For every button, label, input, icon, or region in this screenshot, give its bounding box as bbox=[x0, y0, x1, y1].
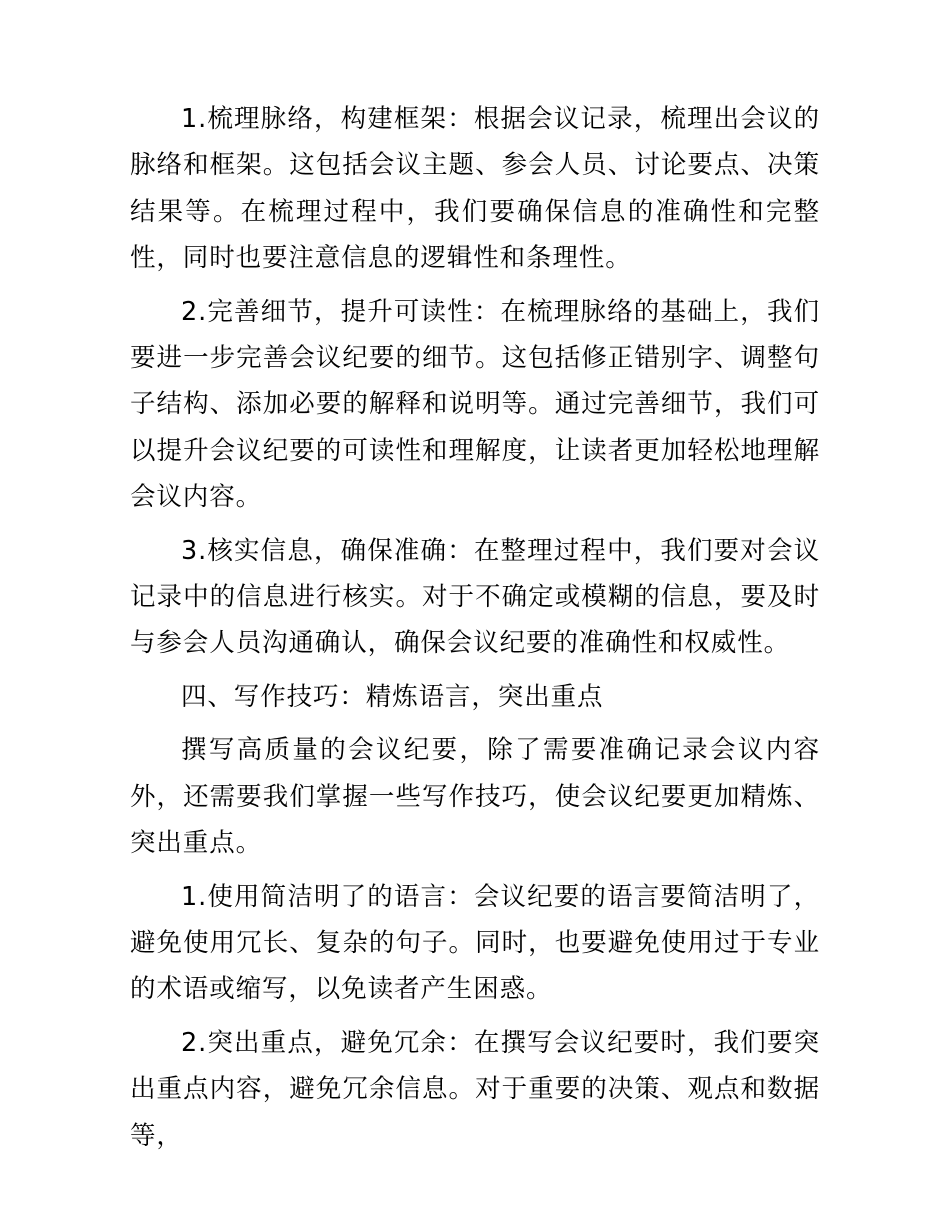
section-heading-four: 四、写作技巧：精炼语言，突出重点 bbox=[181, 681, 604, 712]
paragraph-3: 3.核实信息，确保准确：在整理过程中，我们要对会议记录中的信息进行核实。对于不确定或模糊的信息，要及时与参会人员沟通确认，确保会议纪要的准确性和权威性。 bbox=[130, 535, 820, 659]
paragraph-2: 2.完善细节，提升可读性：在梳理脉络的基础上，我们要进一步完善会议纪要的细节。这包括修正错别字、调整句子结构、添加必要的解释和说明等。通过完善细节，我们可以提升会议纪要的可读性和理解度，让读者更加轻松地理解会议内容。 bbox=[130, 296, 820, 513]
paragraph-5: 1.使用简洁明了的语言：会议纪要的语言要简洁明了，避免使用冗长、复杂的句子。同时，也要避免使用过于专业的术语或缩写，以免读者产生困惑。 bbox=[130, 881, 820, 1005]
paragraph-4: 撰写高质量的会议纪要，除了需要准确记录会议内容外，还需要我们掌握一些写作技巧，使会议纪要更加精炼、突出重点。 bbox=[130, 735, 820, 859]
paragraph-1: 1.梳理脉络，构建框架：根据会议记录，梳理出会议的脉络和框架。这包括会议主题、参会人员、讨论要点、决策结果等。在梳理过程中，我们要确保信息的准确性和完整性，同时也要注意信息的逻辑性和条理性。 bbox=[130, 104, 820, 274]
paragraph-6: 2.突出重点，避免冗余：在撰写会议纪要时，我们要突出重点内容，避免冗余信息。对于重要的决策、观点和数据等， bbox=[130, 1027, 820, 1151]
